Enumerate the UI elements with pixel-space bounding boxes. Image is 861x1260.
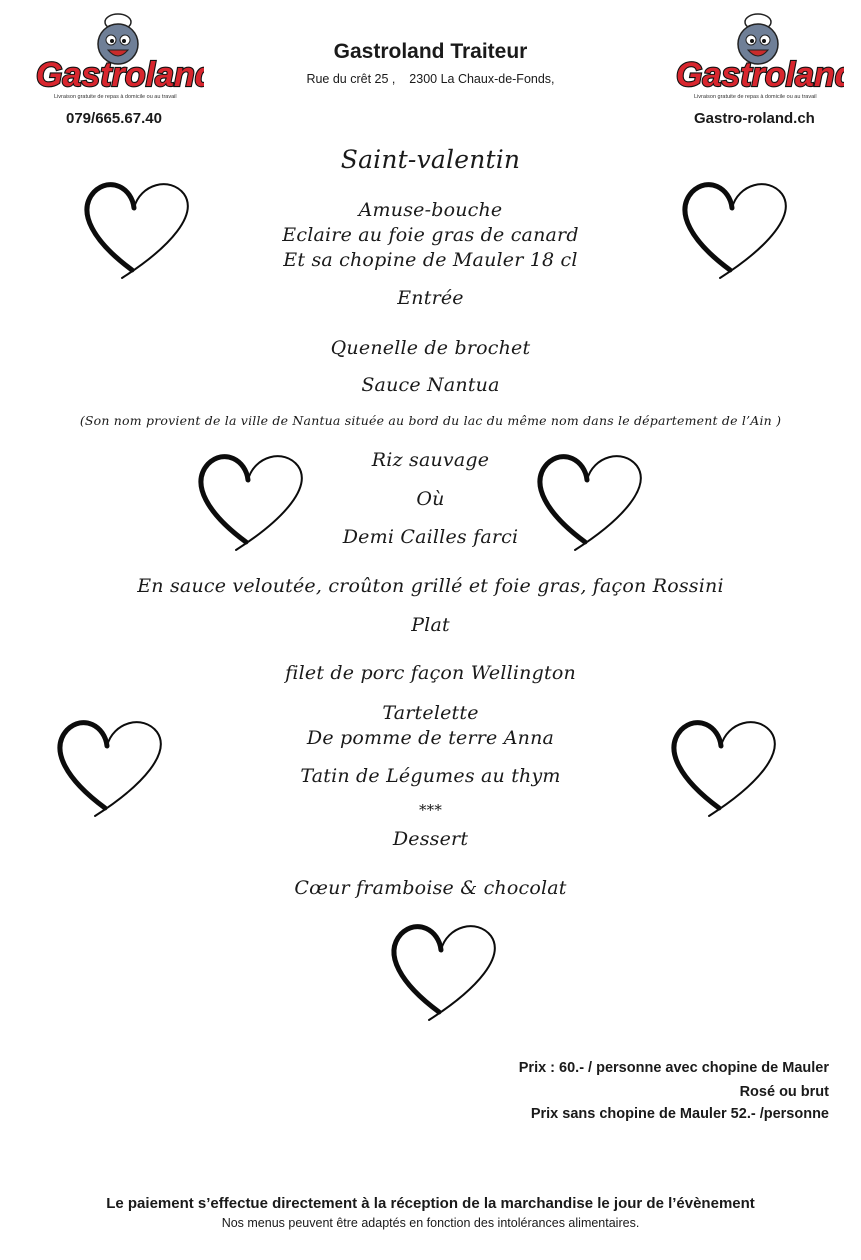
plat-heading: Plat — [411, 614, 450, 636]
plat-dish: filet de porc façon Wellington — [285, 662, 576, 684]
svg-text:Gastroland: Gastroland — [676, 56, 844, 94]
entree-sauce: Sauce Nantua — [361, 374, 500, 396]
amuse-line-2: Et sa chopine de Mauler 18 cl — [283, 249, 578, 271]
svg-text:Gastroland: Gastroland — [36, 56, 204, 94]
plat-side-1-line-1: Tartelette — [382, 702, 479, 724]
amuse-line-1: Eclaire au foie gras de canard — [282, 224, 579, 246]
heart-outline-icon — [381, 912, 501, 1032]
price-without-wine: Prix sans chopine de Mauler 52.- /personne — [530, 1106, 829, 1122]
entree-or: Où — [416, 488, 445, 510]
dessert-heading: Dessert — [392, 828, 469, 850]
payment-note: Le paiement s’effectue directement à la réception de la marchandise le jour de l’évènement — [106, 1195, 755, 1212]
course-separator: *** — [418, 801, 443, 819]
heart-outline-icon — [188, 442, 308, 562]
heart-outline-icon — [74, 170, 194, 290]
company-address: Rue du crêt 25 , 2300 La Chaux-de-Fonds, — [306, 72, 555, 86]
wine-options: Rosé ou brut — [739, 1084, 829, 1100]
allergy-note: Nos menus peuvent être adaptés en fonction des intolérances alimentaires. — [221, 1216, 640, 1230]
entree-option-1: Riz sauvage — [371, 449, 490, 471]
heart-outline-icon — [527, 442, 647, 562]
phone-number[interactable]: 079/665.67.40 — [66, 110, 162, 127]
plat-side-2: Tatin de Légumes au thym — [300, 765, 561, 787]
entree-heading: Entrée — [397, 287, 464, 309]
entree-option-2: Demi Cailles farci — [342, 526, 519, 548]
heart-outline-icon — [661, 708, 781, 828]
website-link[interactable]: Gastro-roland.ch — [694, 110, 815, 127]
amuse-heading: Amuse-bouche — [358, 199, 503, 221]
price-with-wine: Prix : 60.- / personne avec chopine de Mauler — [518, 1060, 829, 1076]
dessert-dish: Cœur framboise & chocolat — [294, 877, 567, 899]
entree-dish: Quenelle de brochet — [330, 337, 531, 359]
menu-title: Saint-valentin — [340, 145, 521, 174]
company-name: Gastroland Traiteur — [333, 40, 528, 63]
svg-text:Livraison gratuite de repas à: Livraison gratuite de repas à domicile ou au travail — [54, 94, 177, 100]
svg-text:Livraison gratuite de repas à: Livraison gratuite de repas à domicile ou au travail — [694, 94, 817, 100]
entree-note: (Son nom provient de la ville de Nantua située au bord du lac du même nom dans le département de l’Ain ) — [79, 413, 782, 428]
plat-side-1-line-2: De pomme de terre Anna — [306, 727, 555, 749]
heart-outline-icon — [672, 170, 792, 290]
heart-outline-icon — [47, 708, 167, 828]
entree-option-2-detail: En sauce veloutée, croûton grillé et foie gras, façon Rossini — [137, 575, 724, 597]
